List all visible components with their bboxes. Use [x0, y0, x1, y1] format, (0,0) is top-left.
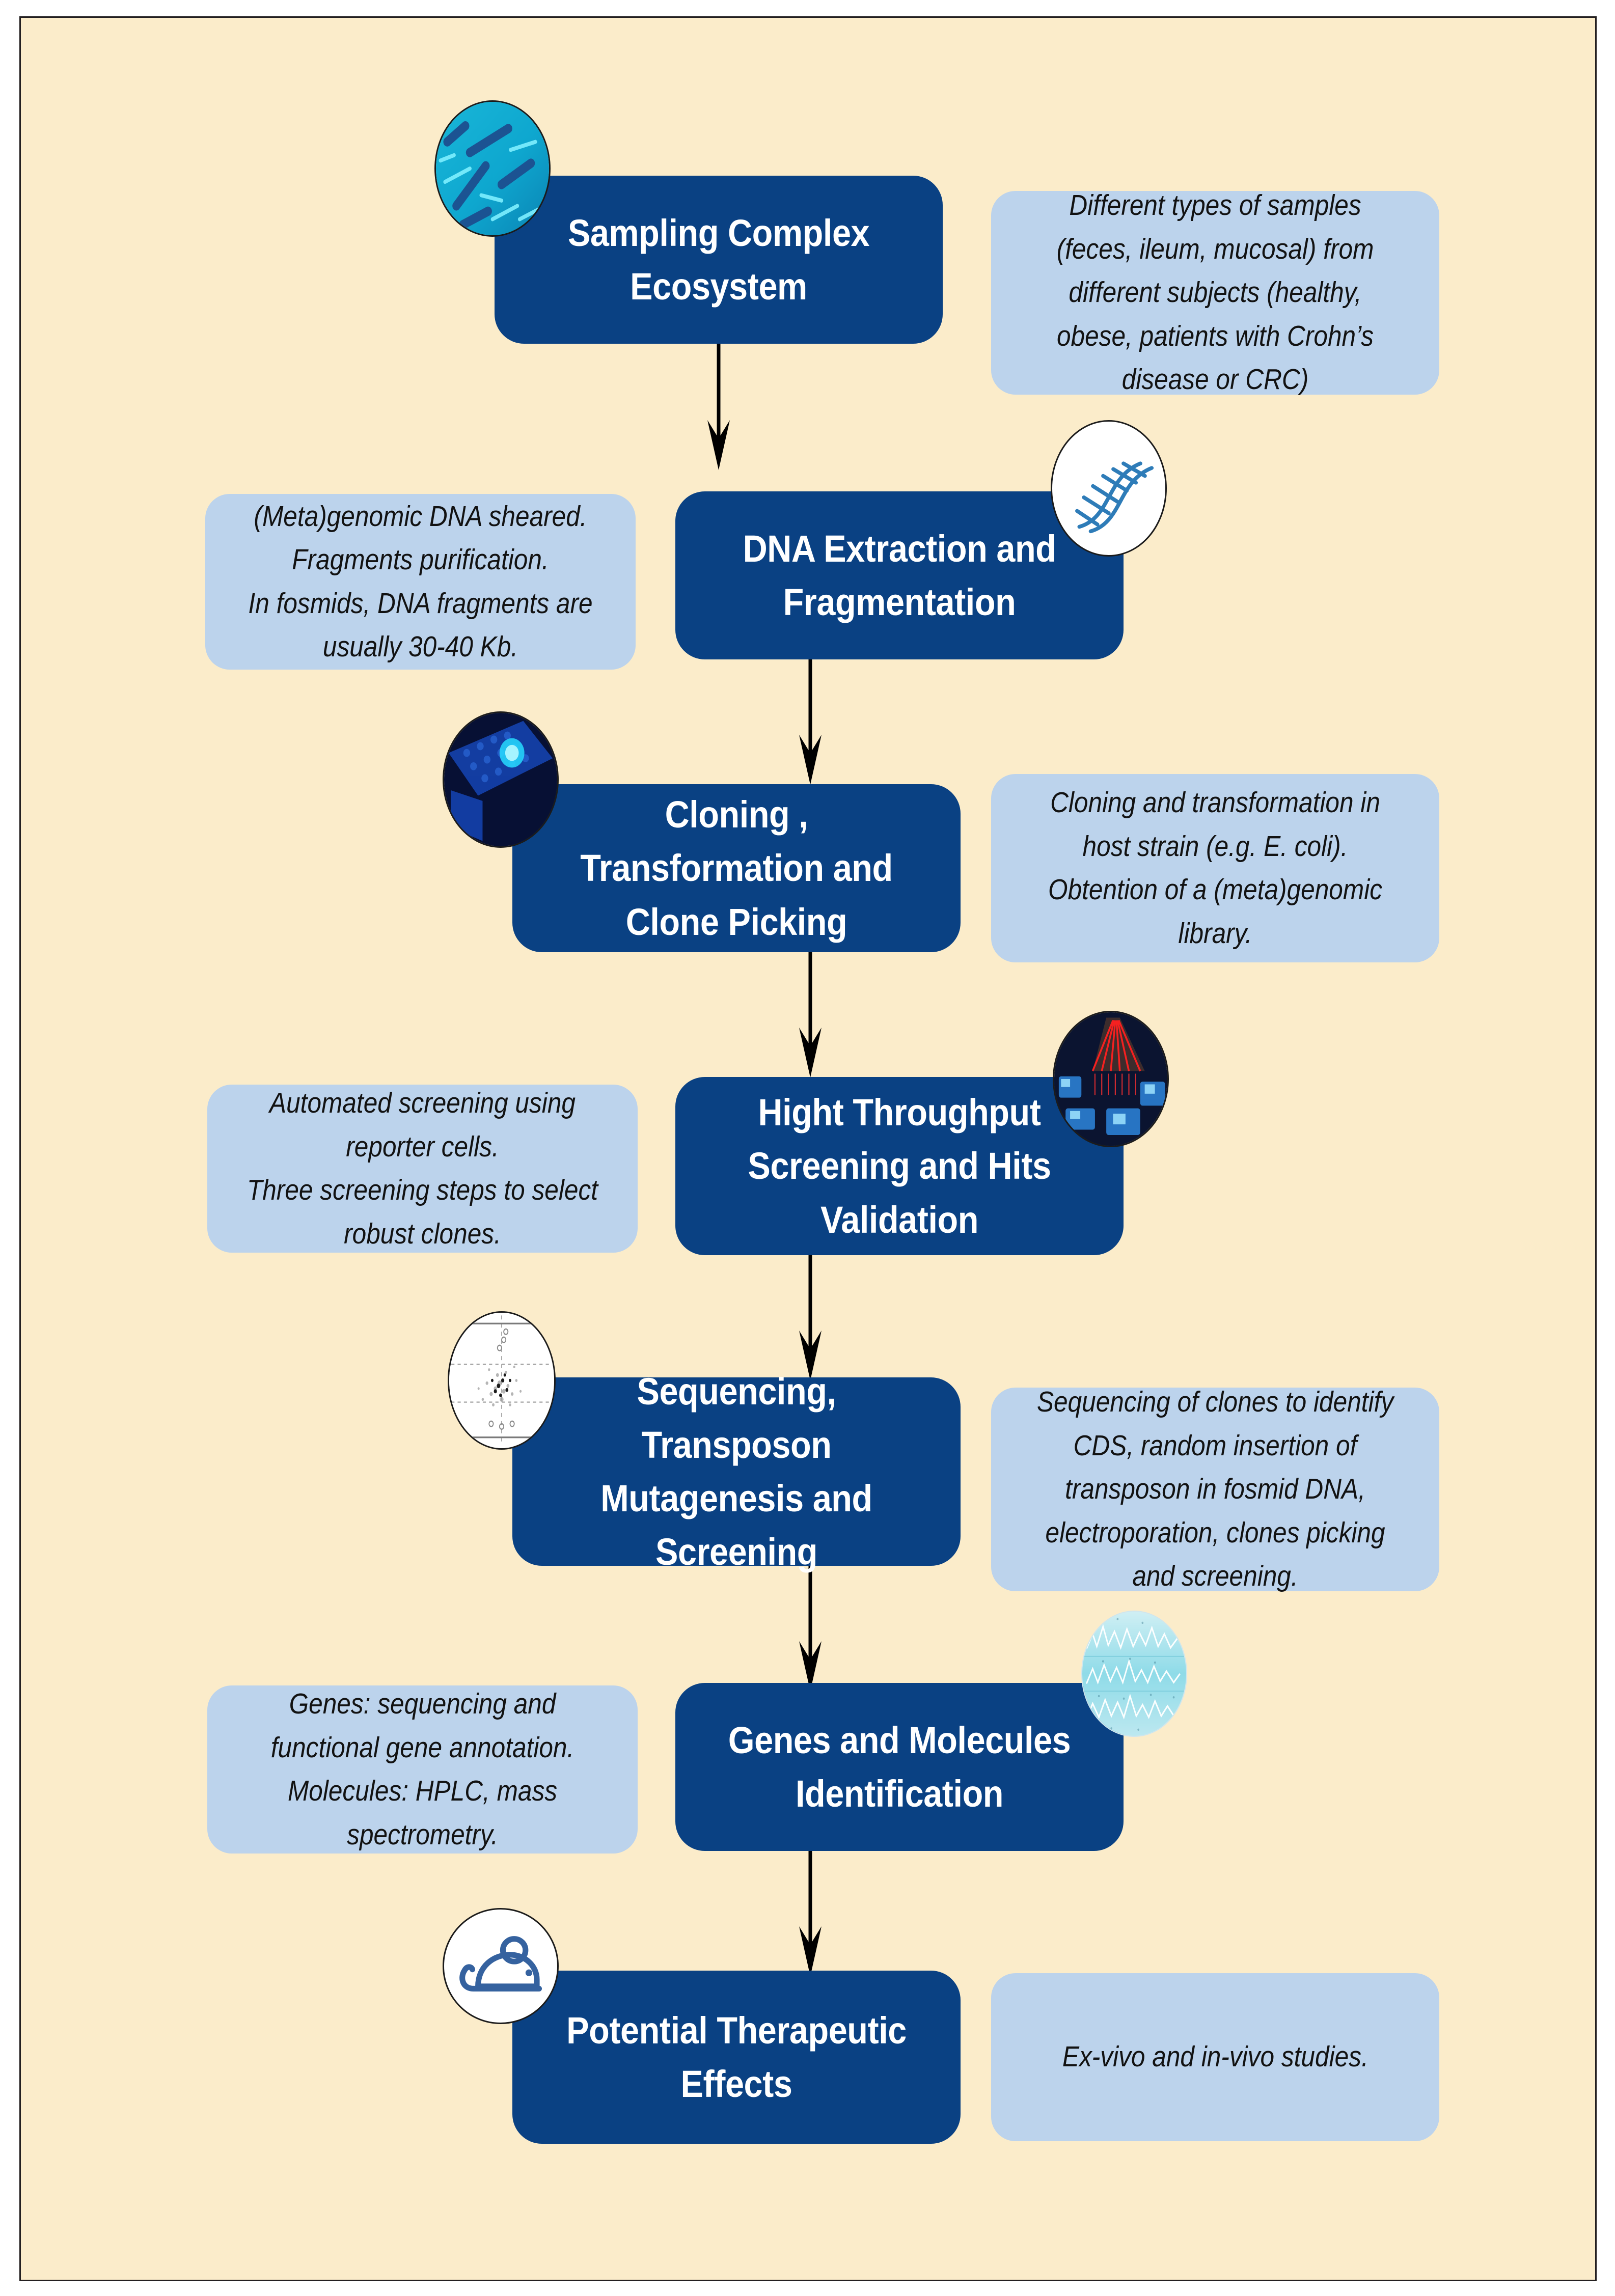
note-box-therapeutic: [991, 1973, 1439, 2141]
connector-arrow-6: [780, 1850, 841, 1977]
connector-arrow-5: [780, 1565, 841, 1692]
connector-arrow-2: [780, 658, 841, 786]
note-text-sequencing: Sequencing of clones to identify CDS, random insertion of transposon in fosmid DNA, electroporation, clones picking and screening.: [1036, 1386, 1394, 1593]
bacteria-micrograph-icon: [434, 100, 551, 237]
culture-plate-icon: [443, 711, 559, 848]
flowchart-page: [19, 16, 1597, 2281]
note-text-screening: Automated screening using reporter cells. Three screening steps to select robust clones.: [247, 1087, 598, 1250]
step-label-cloning: Cloning , Transformation and Clone Picking: [580, 793, 893, 943]
note-box-sequencing: [991, 1388, 1439, 1591]
note-text-cloning: Cloning and transformation in host strain (e.g. E. coli). Obtention of a (meta)genomic library.: [1048, 786, 1383, 950]
robotic-screening-icon: [1053, 1011, 1169, 1147]
note-text-identification: Genes: sequencing and functional gene annotation. Molecules: HPLC, mass spectrometry.: [270, 1688, 574, 1851]
note-box-identification: [207, 1685, 638, 1854]
note-text-dna-extraction: (Meta)genomic DNA sheared. Fragments purification. In fosmids, DNA fragments are usually 30-40 Kb.: [248, 500, 593, 663]
note-box-cloning: [991, 774, 1439, 962]
step-label-dna-extraction: DNA Extraction and Fragmentation: [743, 527, 1056, 623]
flowchart-canvas: [21, 18, 1595, 2280]
connector-arrow-3: [780, 951, 841, 1078]
connector-arrow-4: [780, 1254, 841, 1381]
note-box-sampling: [991, 191, 1439, 395]
step-box-sequencing[interactable]: [512, 1370, 961, 1573]
step-box-identification[interactable]: [675, 1683, 1124, 1851]
note-text-therapeutic: Ex-vivo and in-vivo studies.: [1062, 2040, 1368, 2073]
chromatogram-icon: [1081, 1611, 1187, 1737]
step-label-sampling: Sampling Complex Ecosystem: [567, 211, 870, 308]
step-label-therapeutic: Potential Therapeutic Effects: [566, 2009, 907, 2105]
mouse-icon: [443, 1908, 559, 2024]
scatter-plot-icon: [448, 1311, 556, 1450]
step-label-screening: Hight Throughput Screening and Hits Validation: [748, 1091, 1051, 1241]
dna-helix-icon: [1051, 420, 1167, 557]
note-text-sampling: Different types of samples (feces, ileum, mucosal) from different subjects (healthy, obese, patients with Crohn’s disease or CRC): [1056, 189, 1374, 396]
note-box-dna-extraction: [205, 494, 636, 670]
connector-arrow-1: [688, 344, 749, 471]
step-label-sequencing: Sequencing, Transposon Mutagenesis and Screening: [600, 1370, 872, 1573]
step-box-therapeutic[interactable]: [512, 1971, 961, 2144]
step-box-sampling[interactable]: [495, 176, 943, 344]
step-box-cloning[interactable]: [512, 784, 961, 952]
note-box-screening: [207, 1085, 638, 1253]
step-label-identification: Genes and Molecules Identification: [728, 1719, 1071, 1815]
